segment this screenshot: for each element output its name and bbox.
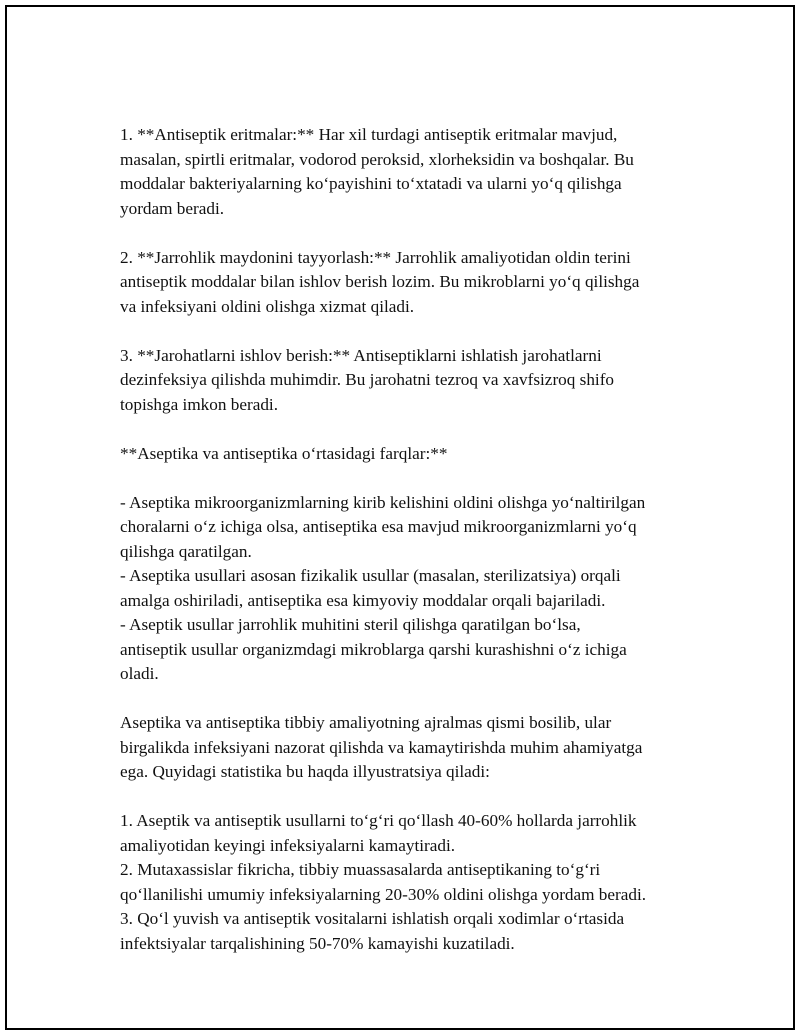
document-body	[120, 123, 700, 981]
text-line: birgalikda infeksiyani nazorat qilishda va kamaytirishda muhim ahamiyatga	[120, 737, 643, 757]
text-line: dezinfeksiya qilishda muhimdir. Bu jarohatni tezroq va xavfsizroq shifo	[120, 370, 615, 389]
text-line: infektsiyalar tarqalishining 50-70% kamayishi kuzatiladi.	[120, 933, 515, 953]
text-line: ega. Quyidagi statistika bu haqda illyustratsiya qiladi:	[120, 762, 490, 781]
text-line: va infeksiyani oldini olishga xizmat qiladi.	[120, 296, 415, 316]
text-line: topishga imkon beradi.	[120, 394, 279, 414]
text-line: amaliyotidan keyingi infeksiyalarni kamaytiradi.	[120, 835, 456, 855]
paragraph	[120, 246, 700, 320]
paragraph	[120, 809, 700, 956]
text-line: 1. Aseptik va antiseptik usullarni to‘g‘ri qo‘llash 40-60% hollarda jarrohlik	[120, 811, 637, 830]
text-line: - Aseptika usullari asosan fizikalik usullar (masalan, sterilizatsiya) orqali	[120, 566, 621, 585]
paragraph	[120, 442, 700, 467]
text-line: - Aseptika mikroorganizmlarning kirib kelishini oldini olishga yo‘naltirilgan	[120, 492, 646, 512]
text-line: - Aseptik usullar jarrohlik muhitini steril qilishga qaratilgan bo‘lsa,	[120, 615, 581, 634]
text-line: yordam beradi.	[120, 198, 225, 218]
paragraph	[120, 491, 700, 687]
text-line: antiseptik usullar organizmdagi mikroblarga qarshi kurashishni o‘z ichiga	[120, 639, 627, 659]
text-line: 2. **Jarrohlik maydonini tayyorlash:** Jarrohlik amaliyotidan oldin terini	[120, 247, 631, 267]
text-line: choralarni o‘z ichiga olsa, antiseptika esa mavjud mikroorganizmlarni yo‘q	[120, 517, 637, 536]
text-line: 2. Mutaxassislar fikricha, tibbiy muassasalarda antiseptikaning to‘g‘ri	[120, 860, 601, 879]
text-line: Aseptika va antiseptika tibbiy amaliyotning ajralmas qismi bosilib, ular	[120, 713, 612, 732]
text-line: 1. **Antiseptik eritmalar:** Har xil turdagi antiseptik eritmalar mavjud,	[120, 125, 618, 144]
text-line: masalan, spirtli eritmalar, vodorod peroksid, xlorheksidin va boshqalar. Bu	[120, 149, 634, 169]
page-frame	[5, 5, 795, 1030]
paragraph	[120, 344, 700, 418]
text-line: 3. Qo‘l yuvish va antiseptik vositalarni ishlatish orqali xodimlar o‘rtasida	[120, 909, 625, 928]
text-line: **Aseptika va antiseptika o‘rtasidagi farqlar:**	[120, 443, 448, 463]
paragraph	[120, 123, 700, 221]
text-line: amalga oshiriladi, antiseptika esa kimyoviy moddalar orqali bajariladi.	[120, 590, 606, 610]
paragraph	[120, 711, 700, 785]
text-line: moddalar bakteriyalarning ko‘payishini to‘xtatadi va ularni yo‘q qilishga	[120, 174, 622, 193]
text-line: oladi.	[120, 664, 159, 683]
text-line: qo‘llanilishi umumiy infeksiyalarning 20-30% oldini olishga yordam beradi.	[120, 884, 647, 904]
text-line: antiseptik moddalar bilan ishlov berish lozim. Bu mikroblarni yo‘q qilishga	[120, 272, 640, 291]
text-line: 3. **Jarohatlarni ishlov berish:** Antiseptiklarni ishlatish jarohatlarni	[120, 345, 602, 365]
text-line: qilishga qaratilgan.	[120, 541, 252, 561]
